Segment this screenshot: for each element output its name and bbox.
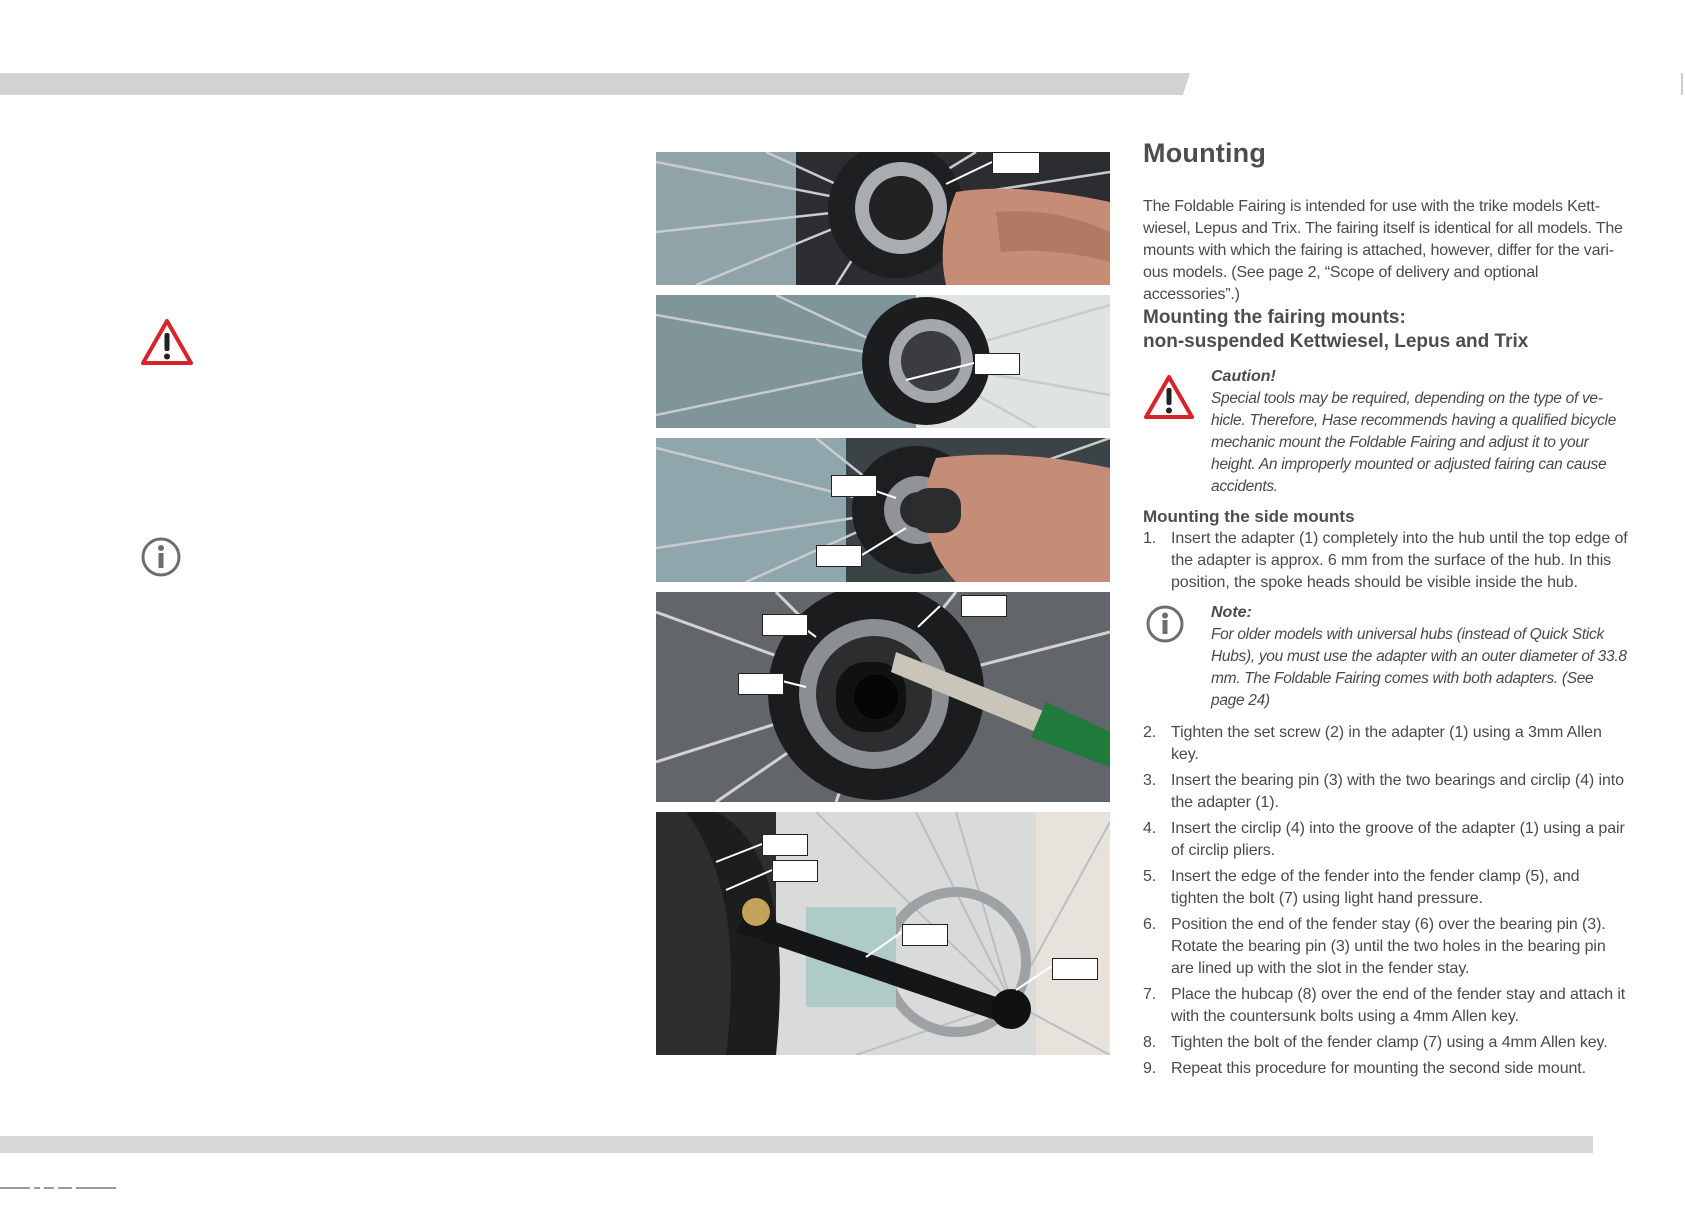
step-item	[1143, 1058, 1628, 1080]
adapter-in-hub-photo	[656, 295, 1110, 428]
step-number: 2.	[1143, 724, 1157, 741]
section-title-line1: Mounting the fairing mounts:	[1143, 307, 1406, 328]
edge-mark	[1681, 73, 1683, 95]
caution-title: Caution!	[1211, 368, 1276, 385]
note-text: For older models with universal hubs (instead of Quick Stick Hubs), you must use the adapter with an outer diameter of 33.8 mm. The Foldable Fairing comes with both adapters. (See page 24)	[1211, 626, 1627, 709]
section-title	[1143, 306, 1628, 354]
callout-label	[762, 614, 808, 636]
warning-triangle-icon	[1143, 374, 1195, 425]
step-item	[1143, 528, 1628, 594]
callout-label	[1052, 958, 1098, 980]
step-item	[1143, 722, 1628, 766]
step-number: 4.	[1143, 820, 1157, 837]
circlip-pliers-photo	[656, 592, 1110, 802]
note-title: Note:	[1211, 604, 1252, 621]
step-list-first	[1143, 528, 1628, 594]
adapter-insertion-photo	[656, 152, 1110, 285]
step-text: Repeat this procedure for mounting the second side mount.	[1171, 1060, 1586, 1077]
section-title-line2: non-suspended Kettwiesel, Lepus and Trix	[1143, 331, 1529, 352]
intro-paragraph: The Foldable Fairing is intended for use with the trike models Kettwiesel, Lepus and Trix. The fairing itself is identical for all models. The mounts with which the fairing is attached, however, differ for the various models. (See page 2, “Scope of delivery and optional accessories”.)	[1143, 198, 1623, 303]
step-text: Tighten the set screw (2) in the adapter (1) using a 3mm Allen key.	[1171, 724, 1602, 763]
callout-label	[961, 595, 1007, 617]
warning-triangle-icon	[140, 318, 194, 371]
step-text: Tighten the bolt of the fender clamp (7) using a 4mm Allen key.	[1171, 1034, 1608, 1051]
callout-label	[992, 152, 1040, 174]
step-item	[1143, 818, 1628, 862]
caution-text: Special tools may be required, depending on the type of vehicle. Therefore, Hase recommends having a qualified bicycle mechanic mount the Foldable Fairing and adjust it to your height. An improperly mounted or adjusted fairing can cause accidents.	[1211, 390, 1617, 495]
step-item	[1143, 914, 1628, 980]
callout-label	[831, 475, 877, 497]
step-text: Place the hubcap (8) over the end of the fender stay and attach it with the countersunk bolts using a 4mm Allen key.	[1171, 986, 1626, 1025]
article-text	[1143, 138, 1628, 1084]
info-icon	[140, 536, 182, 583]
step-number: 7.	[1143, 986, 1157, 1003]
step-number: 6.	[1143, 916, 1157, 933]
step-number: 9.	[1143, 1060, 1157, 1077]
callout-label	[772, 860, 818, 882]
step-number: 1.	[1143, 530, 1157, 547]
step-item	[1143, 770, 1628, 814]
step-text: Insert the circlip (4) into the groove of the adapter (1) using a pair of circlip pliers.	[1171, 820, 1625, 859]
step-number: 3.	[1143, 772, 1157, 789]
caution-notice	[1143, 366, 1628, 498]
step-text: Position the end of the fender stay (6) over the bearing pin (3). Rotate the bearing pin (3) until the two holes in the bearing pin are lined up with the slot in the fender stay.	[1171, 916, 1606, 977]
step-text: Insert the bearing pin (3) with the two bearings and circlip (4) into the adapter (1).	[1171, 772, 1624, 811]
callout-label	[816, 545, 862, 567]
note-notice	[1143, 602, 1628, 712]
callout-label	[974, 353, 1020, 375]
footer-bar	[0, 1136, 1593, 1153]
step-text: Insert the adapter (1) completely into the hub until the top edge of the adapter is approx. 6 mm from the surface of the hub. In this position, the spoke heads should be visible inside the hub.	[1171, 530, 1628, 591]
step-item	[1143, 984, 1628, 1028]
step-number: 5.	[1143, 868, 1157, 885]
fender-stay-photo	[656, 812, 1110, 1055]
step-list	[1143, 722, 1628, 1080]
callout-label	[738, 673, 784, 695]
step-number: 8.	[1143, 1034, 1157, 1051]
step-item	[1143, 1032, 1628, 1054]
printer-mark	[0, 1187, 160, 1190]
info-icon	[1145, 604, 1185, 649]
callout-label	[902, 924, 948, 946]
subsection-title: Mounting the side mounts	[1143, 507, 1355, 526]
step-item	[1143, 866, 1628, 910]
page-title: Mounting	[1143, 138, 1267, 168]
step-text: Insert the edge of the fender into the fender clamp (5), and tighten the bolt (7) using light hand pressure.	[1171, 868, 1580, 907]
callout-label	[762, 834, 808, 856]
set-screw-photo	[656, 438, 1110, 582]
header-bar	[0, 73, 1190, 95]
